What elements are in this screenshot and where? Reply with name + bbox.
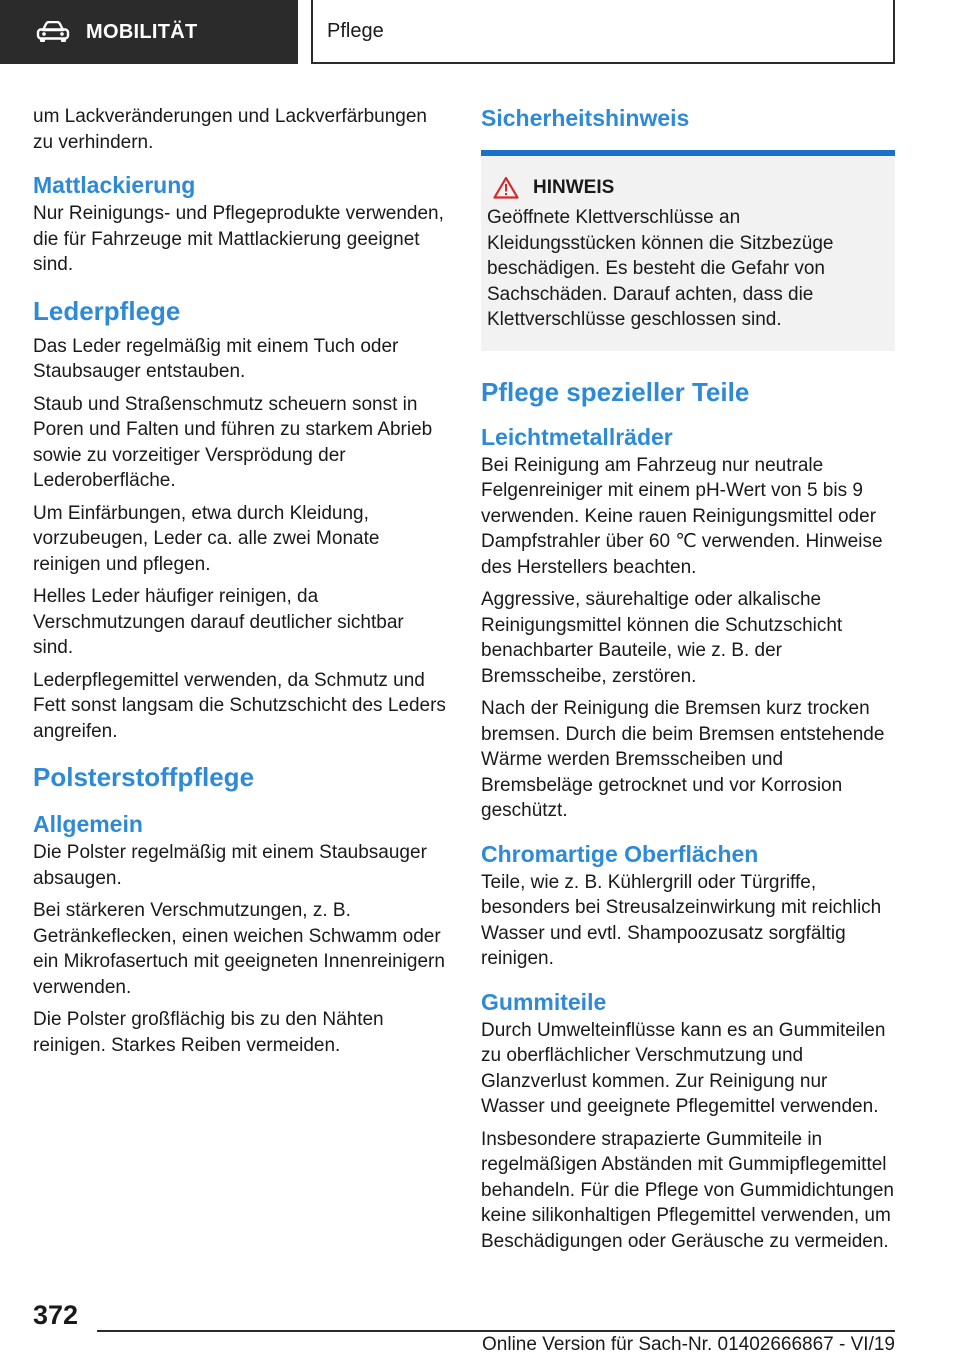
paragraph-polster-1: Die Polster regelmäßig mit einem Staubsauger absaugen.: [33, 842, 427, 889]
heading-leichtmetallraeder: Leichtmetallräder: [481, 423, 673, 450]
paragraph-leder-3: Um Einfärbungen, etwa durch Kleidung, vorzubeugen, Leder ca. alle zwei Monate reinigen und pflegen.: [33, 502, 380, 575]
heading-lederpflege: Lederpflege: [33, 295, 181, 326]
section-label: MOBILITÄT: [86, 20, 198, 43]
section-tab[interactable]: [0, 0, 298, 64]
paragraph-leder-4: Helles Leder häufiger reinigen, da Verschmutzungen darauf deutlicher sichtbar sind.: [33, 586, 404, 658]
paragraph-alu-3: Nach der Reinigung die Bremsen kurz trocken bremsen. Durch die beim Bremsen entstehende Wärme werden Bremsscheiben und Bremsbeläge getrocknet und vor Korrosion geschützt.: [481, 698, 885, 821]
car-icon: [36, 21, 70, 43]
safety-heading: Sicherheitshinweis: [481, 104, 895, 156]
paragraph-polster-2: Bei stärkeren Verschmutzungen, z. B. Getränkeflecken, einen weichen Schwamm oder ein Mikrofasertuch mit geeigneten Innenreinigern verwenden.: [33, 900, 445, 998]
page-number: 372: [33, 1300, 79, 1330]
notice-header: [487, 176, 889, 199]
page-header: [311, 0, 895, 64]
paragraph-alu-2: Aggressive, säurehaltige oder alkalische Reinigungsmittel können die Schutzschicht benachbarter Bauteile, wie z. B. der Bremsscheibe, zerstören.: [481, 589, 843, 687]
paragraph-leder-2: Staub und Straßenschmutz scheuern sonst in Poren und Falten und führen zu starkem Abrieb sowie zu vorzeitiger Versprödung der Lederoberfläche.: [33, 393, 433, 491]
footer-version-text: Online Version für Sach-Nr. 01402666867 - VI/19: [482, 1334, 895, 1355]
notice-box: [481, 156, 895, 351]
notice-label: HINWEIS: [533, 176, 615, 198]
heading-polsterstoffpflege: Polsterstoffpflege: [33, 762, 255, 792]
heading-allgemein: Allgemein: [33, 811, 143, 837]
paragraph-alu-1: Bei Reinigung am Fahrzeug nur neutrale Felgenreiniger mit einem pH-Wert von 5 bis 9 verwenden. Keine rauen Reinigungsmittel oder Dampfstrahler über 60 ℃ verwenden. Hinweise des Herstellers beachten.: [481, 454, 883, 578]
left-column: [33, 104, 448, 1065]
heading-mattlackierung: Mattlackierung: [33, 172, 196, 198]
right-column: [481, 104, 895, 1261]
warning-triangle-icon: [493, 176, 519, 199]
intro-paragraph: um Lackveränderungen und Lackverfärbungen zu verhindern.: [33, 106, 427, 153]
heading-gummiteile: Gummiteile: [481, 988, 607, 1015]
paragraph-mattlackierung: Nur Reinigungs- und Pflegeprodukte verwenden, die für Fahrzeuge mit Mattlackierung geeignet sind.: [33, 203, 444, 275]
heading-chromartige-oberflaechen: Chromartige Oberflächen: [481, 840, 759, 867]
notice-text: Geöffnete Klettverschlüsse an Kleidungsstücken können die Sitzbezüge beschädigen. Es besteht die Gefahr von Sachschäden. Darauf achten, dass die Klettverschlüsse geschlossen sind.: [487, 207, 834, 330]
paragraph-gummi-1: Durch Umwelteinflüsse kann es an Gummiteilen zu oberflächlicher Verschmutzung und Glanzverlust kommen. Zur Reinigung nur Wasser und geeignete Pflegemittel verwenden.: [481, 1019, 886, 1117]
heading-pflege-spezieller-teile: Pflege spezieller Teile: [481, 376, 750, 407]
paragraph-gummi-2: Insbesondere strapazierte Gummiteile in regelmäßigen Abständen mit Gummipflegemittel behandeln. Für die Pflege von Gummidichtungen keine silikonhaltigen Pflegemittel verwenden, um Beschädigungen oder Geräusche zu vermeiden.: [481, 1128, 894, 1252]
footer-divider: [97, 1330, 895, 1332]
paragraph-polster-3: Die Polster großflächig bis zu den Nähten reinigen. Starkes Reiben vermeiden.: [33, 1009, 384, 1056]
paragraph-chrom-1: Teile, wie z. B. Kühlergrill oder Türgriffe, besonders bei Streusalzeinwirkung mit reichlich Wasser und evtl. Shampoozusatz sorgfältig reinigen.: [481, 871, 882, 969]
paragraph-leder-5: Lederpflegemittel verwenden, da Schmutz und Fett sonst langsam die Schutzschicht des Leders angreifen.: [33, 669, 446, 742]
paragraph-leder-1: Das Leder regelmäßig mit einem Tuch oder Staubsauger entstauben.: [33, 335, 399, 382]
page-title: Pflege: [327, 19, 384, 42]
